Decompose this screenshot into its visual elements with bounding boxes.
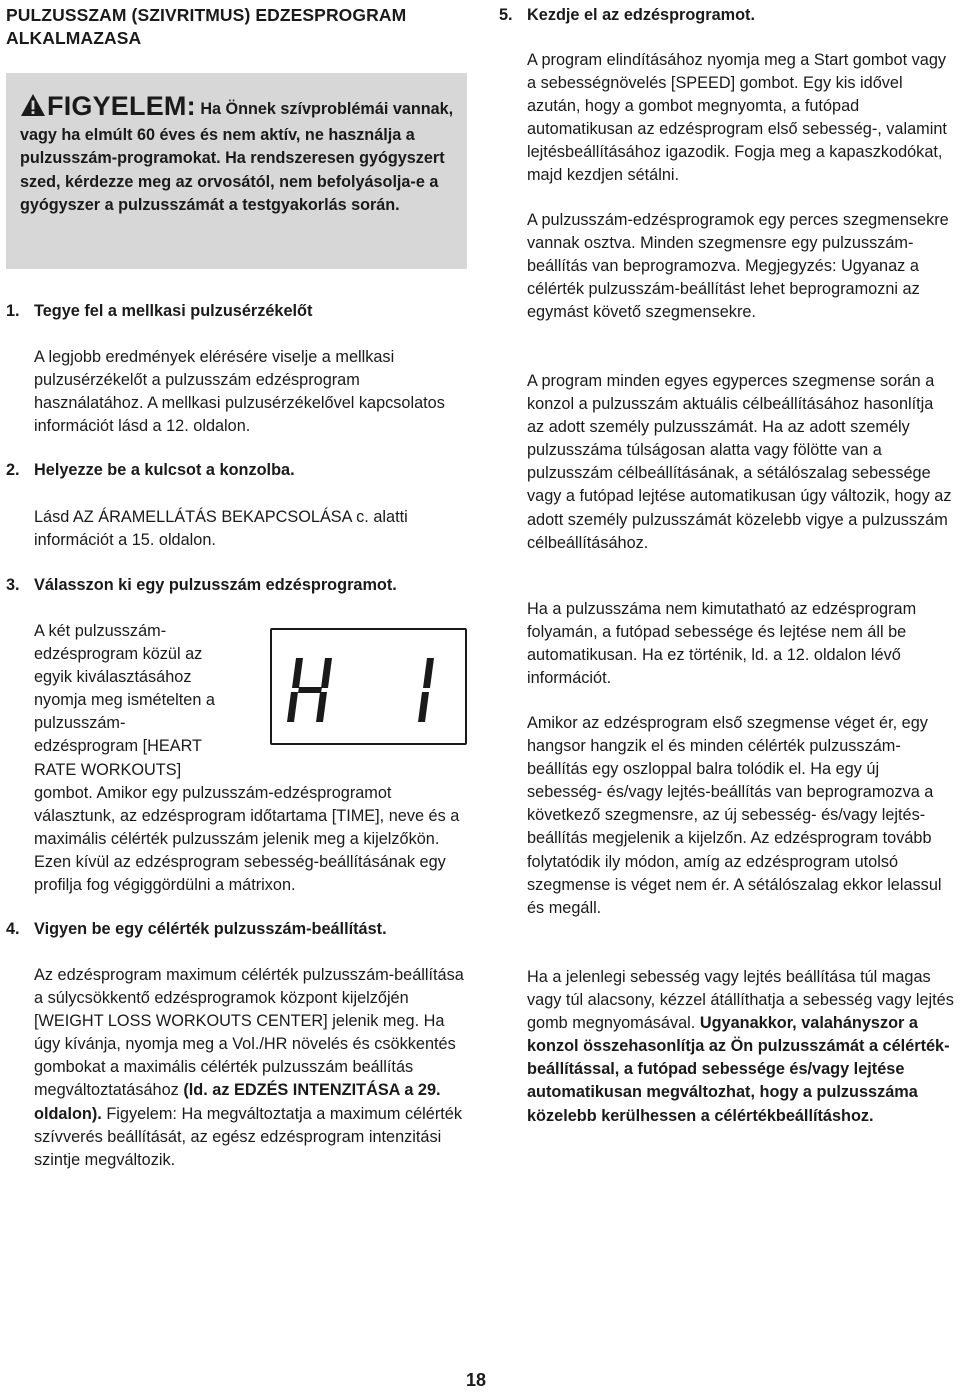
step-1-heading bbox=[6, 300, 466, 322]
step-5-title: Kezdje el az edzésprogramot. bbox=[527, 6, 756, 24]
warning-box bbox=[6, 73, 467, 269]
warning-text-block bbox=[20, 93, 460, 217]
step-4-text bbox=[34, 964, 464, 1172]
step-2-heading bbox=[6, 459, 466, 481]
step-5-paragraph-2: A pulzusszám-edzésprogramok egy perces szegmensekre vannak osztva. Minden szegmensre egy pulzusszám-beállítás van beprogramozva. Megjegyzés: Ugyanaz a célérték pulzusszám-beállítást lehet beprogramozni az egymást követő szegmensekre. bbox=[527, 211, 949, 322]
console-display bbox=[270, 628, 467, 745]
step-4-heading bbox=[6, 918, 466, 940]
step-5-paragraph-6-normal: Ha a jelenlegi sebesség vagy lejtés beállítása túl magas vagy túl alacsony, kézzel átállíthatja a sebesség vagy lejtés gomb megnyomásával. bbox=[527, 968, 954, 1033]
step-3-number: 3. bbox=[6, 576, 20, 594]
step-4-text-a: Az edzésprogram maximum célérték pulzusszám-beállítása a súlycsökkentő edzésprogramok központ kijelzőjén [WEIGHT LOSS WORKOUTS CENTER] jelenik meg. Ha úgy kívánja, nyomja meg a Vol./HR növelés és csökkentés gombokat a maximális célérték pulzusszám beállítás megváltoztatásához bbox=[34, 966, 464, 1100]
warning-heading: FIGYELEM: bbox=[47, 91, 196, 121]
warning-body: Ha Önnek szívproblémái vannak, vagy ha elmúlt 60 éves és nem aktív, ne használja a pulzusszám-programokat. Ha rendszeresen gyógyszert szed, kérdezze meg az orvosától, nem befolyásolja-e a gyógyszer a pulzusszámát a testgyakorlás során. bbox=[20, 100, 454, 214]
step-2-title: Helyezze be a kulcsot a konzolba. bbox=[34, 461, 295, 479]
step-1-text: A legjobb eredmények elérésére viselje a mellkasi pulzusérzékelőt a pulzusszám edzésprogram használatához. A mellkasi pulzusérzékelővel kapcsolatos információt lásd a 12. oldalon. bbox=[34, 348, 445, 436]
step-5-paragraph-1: A program elindításához nyomja meg a Start gombot vagy a sebességnövelés [SPEED] gombot. Egy kis idővel azután, hogy a gombot megnyomta, a futópad automatikusan az edzésprogram első sebesség-, valamint lejtésbeállításához igazodik. Fogja meg a kapaszkodókat, majd kezdjen sétálni. bbox=[527, 51, 947, 185]
step-5-paragraph-6-bold: Ugyanakkor, valahányszor a konzol összehasonlítja az Ön pulzusszámát a célérték-beállítással, a futópad sebessége és/vagy lejtése automatikusan megváltozhat, hogy a pulzusszáma közelebb kerülhessen a célértékbeállításhoz. bbox=[527, 1014, 950, 1125]
step-5-paragraph-5: Amikor az edzésprogram első szegmense véget ér, egy hangsor hangzik el és minden célérték pulzusszám-beállítás egy oszloppal balra tolódik el. Ha egy új sebesség- és/vagy lejtés-beállítás van beprogramozva a következő szegmensre, az új sebesség- és/vagy lejtés-beállítás megjelenik a kijelzőn. Az edzésprogram tovább folytatódik ily módon, amíg az edzésprogram utolsó szegmense is véget nem ér. A sétálószalag ekkor lelassul és megáll. bbox=[527, 714, 942, 917]
step-5-paragraph-6 bbox=[527, 966, 955, 1128]
step-2-number: 2. bbox=[6, 461, 20, 479]
step-5-paragraph-4: Ha a pulzusszáma nem kimutatható az edzésprogram folyamán, a futópad sebessége és lejtése nem áll be automatikusan. Ha ez történik, ld. a 12. oldalon lévő információt. bbox=[527, 600, 917, 688]
warning-icon bbox=[20, 93, 46, 124]
step-1-number: 1. bbox=[6, 302, 20, 320]
step-4-title: Vigyen be egy célérték pulzusszám-beállítást. bbox=[34, 920, 387, 938]
page-title: PULZUSSZAM (SZIVRITMUS) EDZESPROGRAM ALKALMAZASA bbox=[6, 5, 407, 48]
step-4-text-b: Figyelem: Ha megváltoztatja a maximum célérték szívverés beállítását, az egész edzésprogram intenzitási szintje megváltozik. bbox=[34, 1104, 462, 1169]
page-number: 18 bbox=[466, 1370, 487, 1390]
step-2-text: Lásd AZ ÁRAMELLÁTÁS BEKAPCSOLÁSA c. alatti információt a 15. oldalon. bbox=[34, 508, 408, 550]
step-3-heading bbox=[6, 574, 466, 596]
step-4-number: 4. bbox=[6, 920, 20, 938]
step-3-title: Válasszon ki egy pulzusszám edzésprogramot. bbox=[34, 576, 397, 594]
step-1-title: Tegye fel a mellkasi pulzusérzékelőt bbox=[34, 302, 313, 320]
step-5-heading bbox=[499, 4, 939, 26]
step-4-page-reference: (ld. az EDZÉS INTENZITÁSA a 29. oldalon). bbox=[34, 1081, 441, 1123]
display-readout bbox=[272, 630, 464, 742]
step-5-paragraph-3: A program minden egyes egyperces szegmense során a konzol a pulzusszám aktuális célbeállításához hasonlítja az adott személy pulzusszámát. Ha az adott személy pulzusszáma túlságosan alatta vagy fölötte van a pulzusszám célbeállításának, a sétálószalag sebessége vagy a futópad lejtése automatikusan úgy változik, hogy az adott személy pulzusszámát közelebb vigye a pulzusszám célbeállításához. bbox=[527, 372, 952, 552]
step-5-number: 5. bbox=[499, 6, 513, 24]
step-3-text-content: A két pulzusszám-edzésprogram közül az egyik kiválasztásához nyomja meg ismételten a pulzusszám-edzésprogram [HEART RATE WORKOUTS] gombot. Amikor egy pulzusszám-edzésprogramot választunk, az edzésprogram időtartama [TIME], neve és a maximális célérték pulzusszám jelenik meg a kijelzőkön. Ezen kívül az edzésprogram sebesség-beállításának egy profilja fog végiggördülni a mátrixon. bbox=[34, 622, 460, 895]
